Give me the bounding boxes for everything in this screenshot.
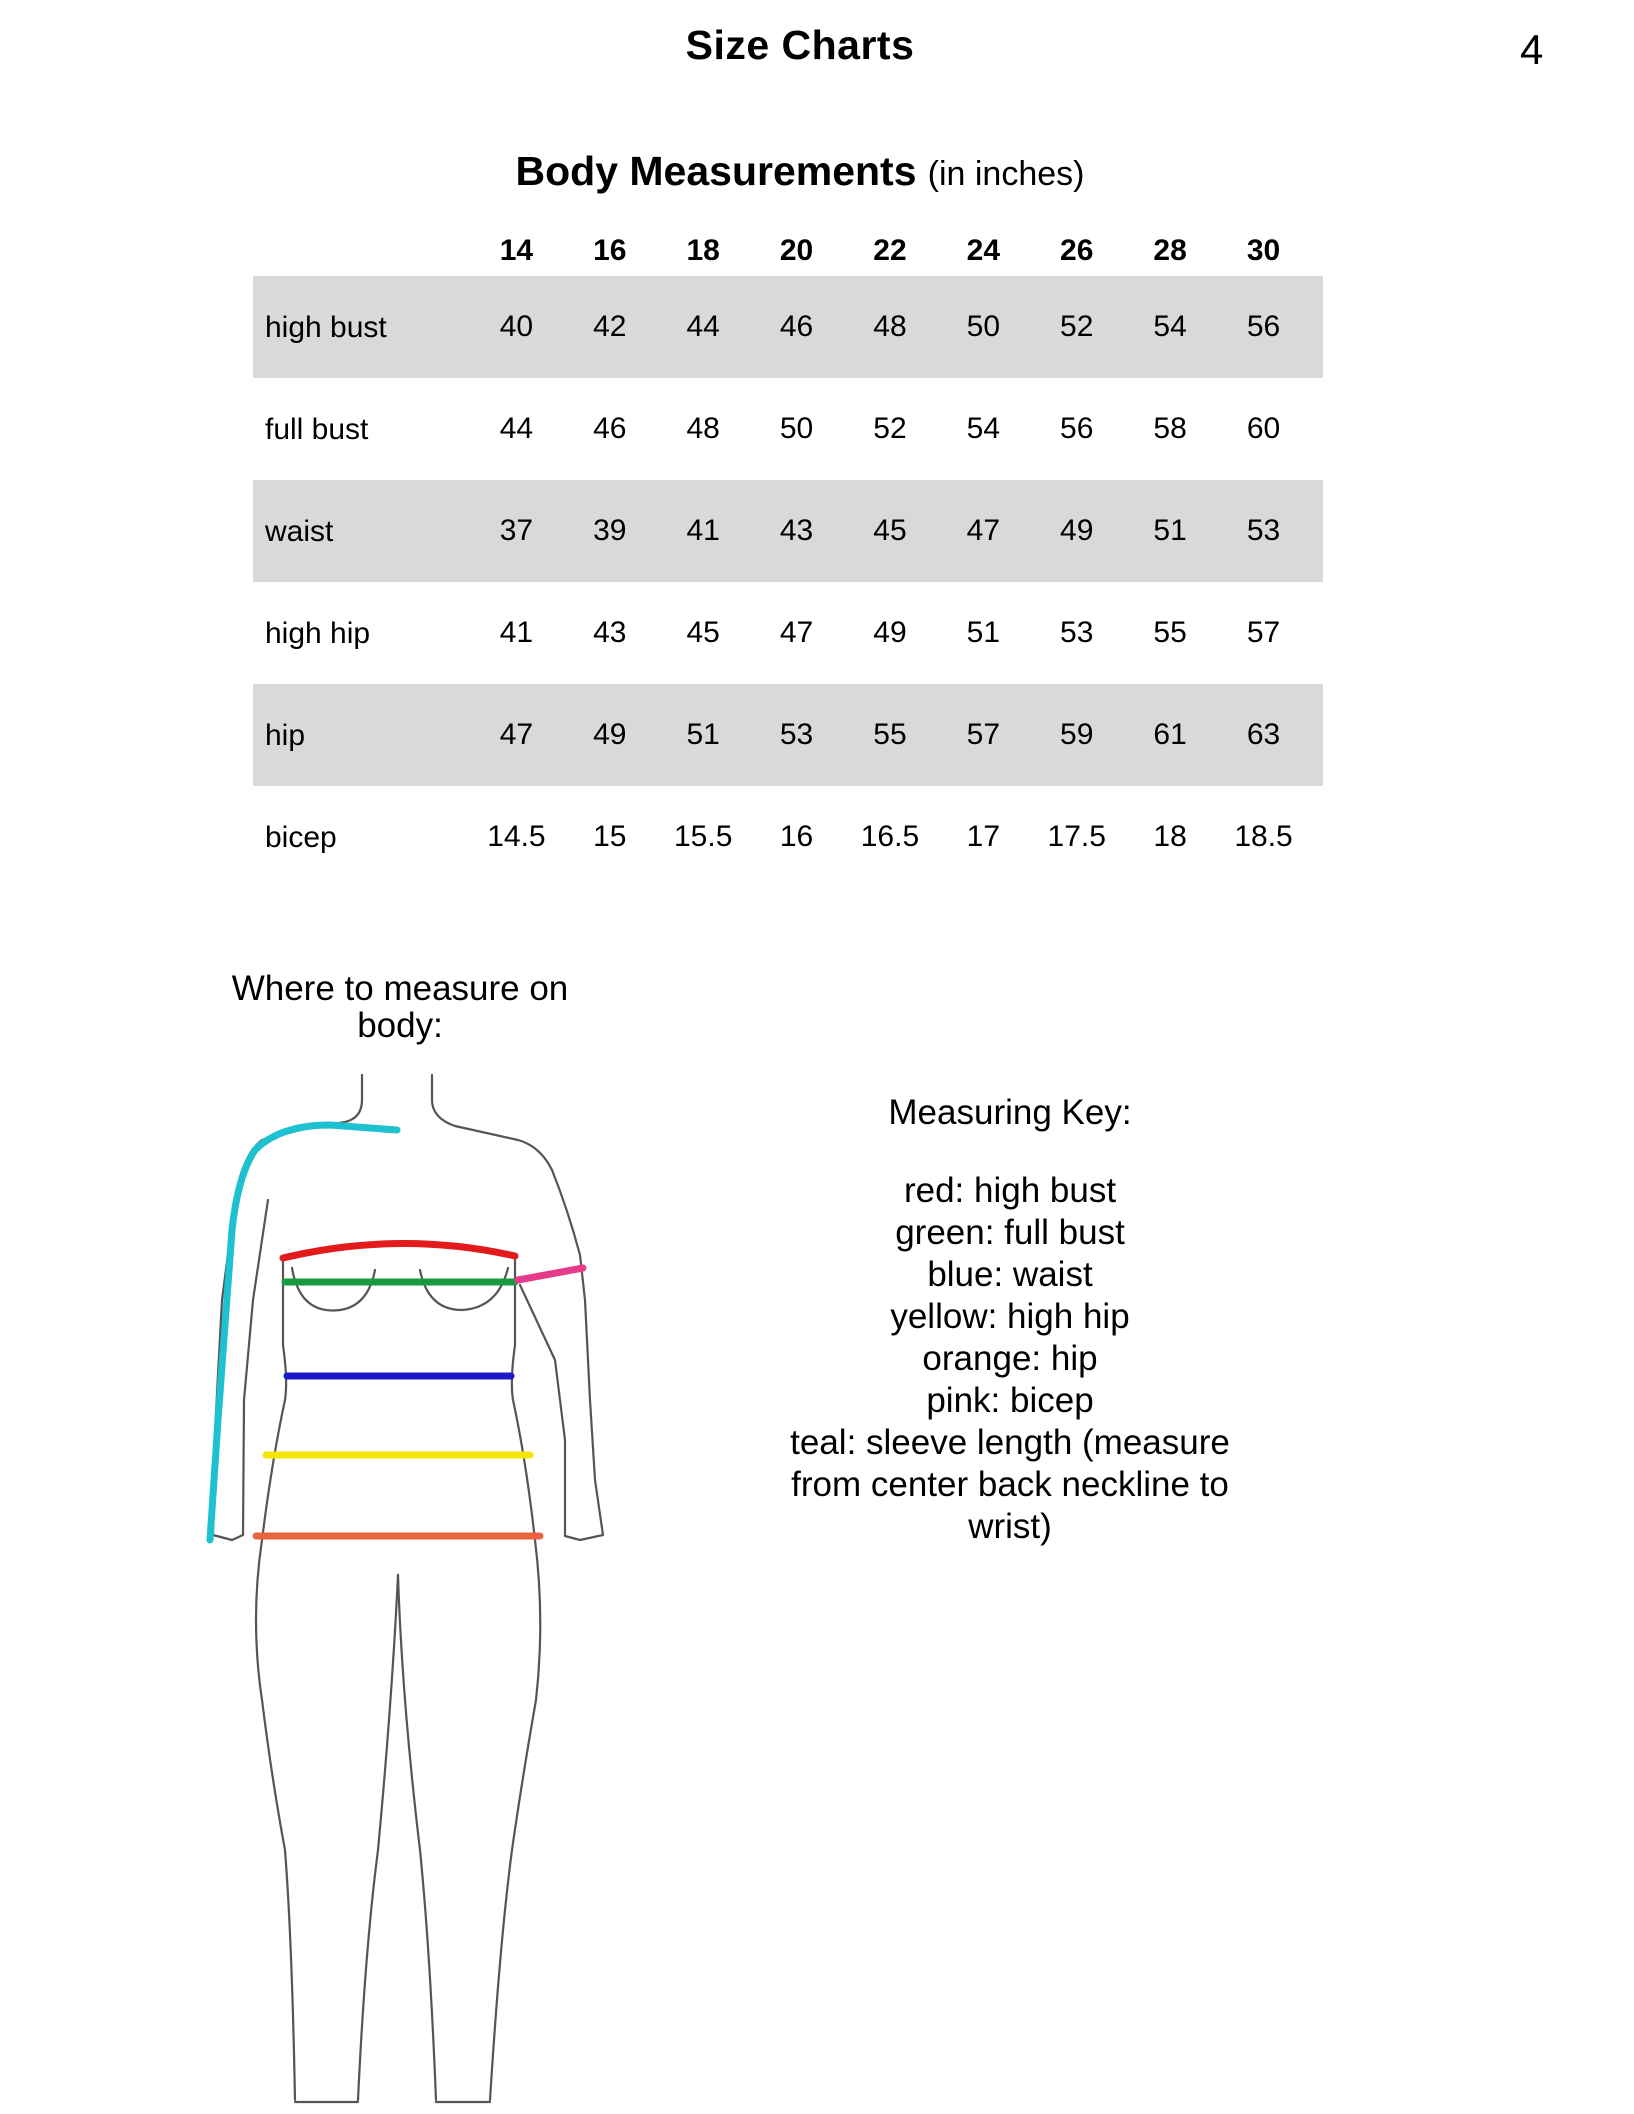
table-cell: 43	[763, 480, 831, 582]
table-cell: 55	[1153, 616, 1187, 649]
table-cell: 50	[949, 276, 1017, 378]
torso-right	[490, 1260, 540, 2100]
page-number: 4	[1520, 26, 1544, 73]
table-cell: 47	[779, 616, 814, 649]
size-header: 20	[779, 234, 814, 267]
table-cell: 55	[831, 684, 950, 786]
table-cell: 46	[593, 412, 627, 445]
row-label: hip	[253, 684, 457, 786]
size-header: 16	[593, 234, 627, 267]
table-cell: 18.5	[1234, 820, 1293, 853]
inner-leg-right	[398, 1575, 436, 2100]
size-header-corner	[253, 226, 457, 276]
table-cell: 49	[576, 684, 644, 786]
table-cell: 17	[966, 820, 1001, 853]
key-item-blue: blue: waist	[927, 1255, 1093, 1294]
table-cell: 50	[779, 412, 814, 445]
table-row-high-bust	[253, 276, 1323, 378]
key-item-pink: pink: bicep	[926, 1381, 1094, 1420]
size-header-row	[253, 226, 1323, 276]
key-item-yellow: yellow: high hip	[890, 1297, 1130, 1336]
table-cell: 56	[1204, 276, 1323, 378]
size-header: 28	[1153, 234, 1187, 267]
table-cell: 57	[949, 684, 1017, 786]
table-cell: 61	[1136, 684, 1204, 786]
table-cell: 47	[949, 480, 1017, 582]
inner-leg-left	[358, 1575, 398, 2100]
pink-bicep-line	[518, 1268, 583, 1280]
key-item-orange: orange: hip	[922, 1339, 1098, 1378]
table-cell: 41	[644, 480, 763, 582]
table-cell: 58	[1153, 412, 1187, 445]
table-title-main: Body Measurements	[515, 148, 917, 194]
row-label: high hip	[265, 616, 371, 650]
table-cell: 16	[779, 820, 814, 853]
size-header: 30	[1246, 234, 1281, 267]
table-cell: 44	[644, 276, 763, 378]
table-cell: 45	[686, 616, 720, 649]
table-title-unit: (in inches)	[927, 155, 1085, 193]
table-cell: 48	[686, 412, 720, 445]
table-cell: 43	[593, 616, 627, 649]
table-cell: 42	[576, 276, 644, 378]
teal-sleeve-line	[210, 1125, 397, 1540]
body-outline	[213, 1075, 603, 2102]
table-row-high-hip	[253, 582, 1323, 684]
row-label: high bust	[253, 276, 457, 378]
key-item-teal: teal: sleeve length (measure from center back neckline to wrist)	[790, 1423, 1230, 1546]
torso-left	[256, 1260, 295, 2100]
table-cell: 49	[873, 616, 907, 649]
bust-curve-left	[292, 1268, 375, 1310]
table-cell: 52	[1017, 276, 1136, 378]
red-high-bust-line	[283, 1243, 515, 1258]
table-cell: 51	[1136, 480, 1204, 582]
table-cell: 59	[1017, 684, 1136, 786]
table-cell: 52	[873, 412, 907, 445]
table-cell: 40	[457, 276, 576, 378]
table-cell: 54	[966, 412, 1001, 445]
table-cell: 57	[1246, 616, 1281, 649]
table-cell: 15.5	[673, 820, 733, 853]
table-cell: 39	[576, 480, 644, 582]
size-header: 14	[499, 234, 534, 267]
size-table	[253, 226, 1323, 888]
table-cell: 51	[966, 616, 1001, 649]
key-heading: Measuring Key:	[888, 1093, 1132, 1132]
body-figure	[170, 1060, 630, 2110]
table-row-bicep	[253, 786, 1323, 888]
table-cell: 37	[457, 480, 576, 582]
table-cell: 16.5	[860, 820, 920, 853]
table-cell: 18	[1153, 820, 1187, 853]
size-header: 22	[873, 234, 907, 267]
table-cell: 63	[1204, 684, 1323, 786]
key-item-green: green: full bust	[895, 1213, 1125, 1252]
row-label: bicep	[265, 820, 337, 854]
size-header: 24	[966, 234, 1001, 267]
size-header: 18	[686, 234, 720, 267]
right-arm-inner	[520, 1285, 565, 1536]
table-cell: 15	[593, 820, 627, 853]
table-cell: 51	[644, 684, 763, 786]
table-cell: 53	[1060, 616, 1094, 649]
table-cell: 17.5	[1047, 820, 1106, 853]
table-cell: 48	[831, 276, 950, 378]
table-cell: 46	[763, 276, 831, 378]
table-cell: 14.5	[487, 820, 546, 853]
row-label: waist	[253, 480, 457, 582]
table-cell: 53	[763, 684, 831, 786]
left-arm-inner	[243, 1200, 268, 1535]
table-cell: 41	[499, 616, 534, 649]
right-arm-outer	[552, 1170, 603, 1540]
table-row-full-bust	[253, 378, 1323, 480]
table-cell: 47	[457, 684, 576, 786]
row-label: full bust	[265, 412, 369, 446]
neck-right	[432, 1075, 552, 1170]
table-cell: 60	[1246, 412, 1281, 445]
key-item-red: red: high bust	[903, 1171, 1117, 1210]
table-cell: 49	[1017, 480, 1136, 582]
table-cell: 45	[831, 480, 950, 582]
bust-curve-right	[420, 1268, 508, 1310]
table-title	[0, 148, 1600, 195]
measuring-key	[760, 1092, 1260, 1548]
table-row-waist	[253, 480, 1323, 582]
table-cell: 56	[1060, 412, 1094, 445]
page-title: Size Charts	[685, 22, 915, 68]
table-cell: 44	[499, 412, 534, 445]
table-cell: 53	[1204, 480, 1323, 582]
measure-caption: Where to measure on body:	[231, 969, 569, 1045]
table-cell: 54	[1136, 276, 1204, 378]
table-row-hip	[253, 684, 1323, 786]
size-header: 26	[1060, 234, 1094, 267]
